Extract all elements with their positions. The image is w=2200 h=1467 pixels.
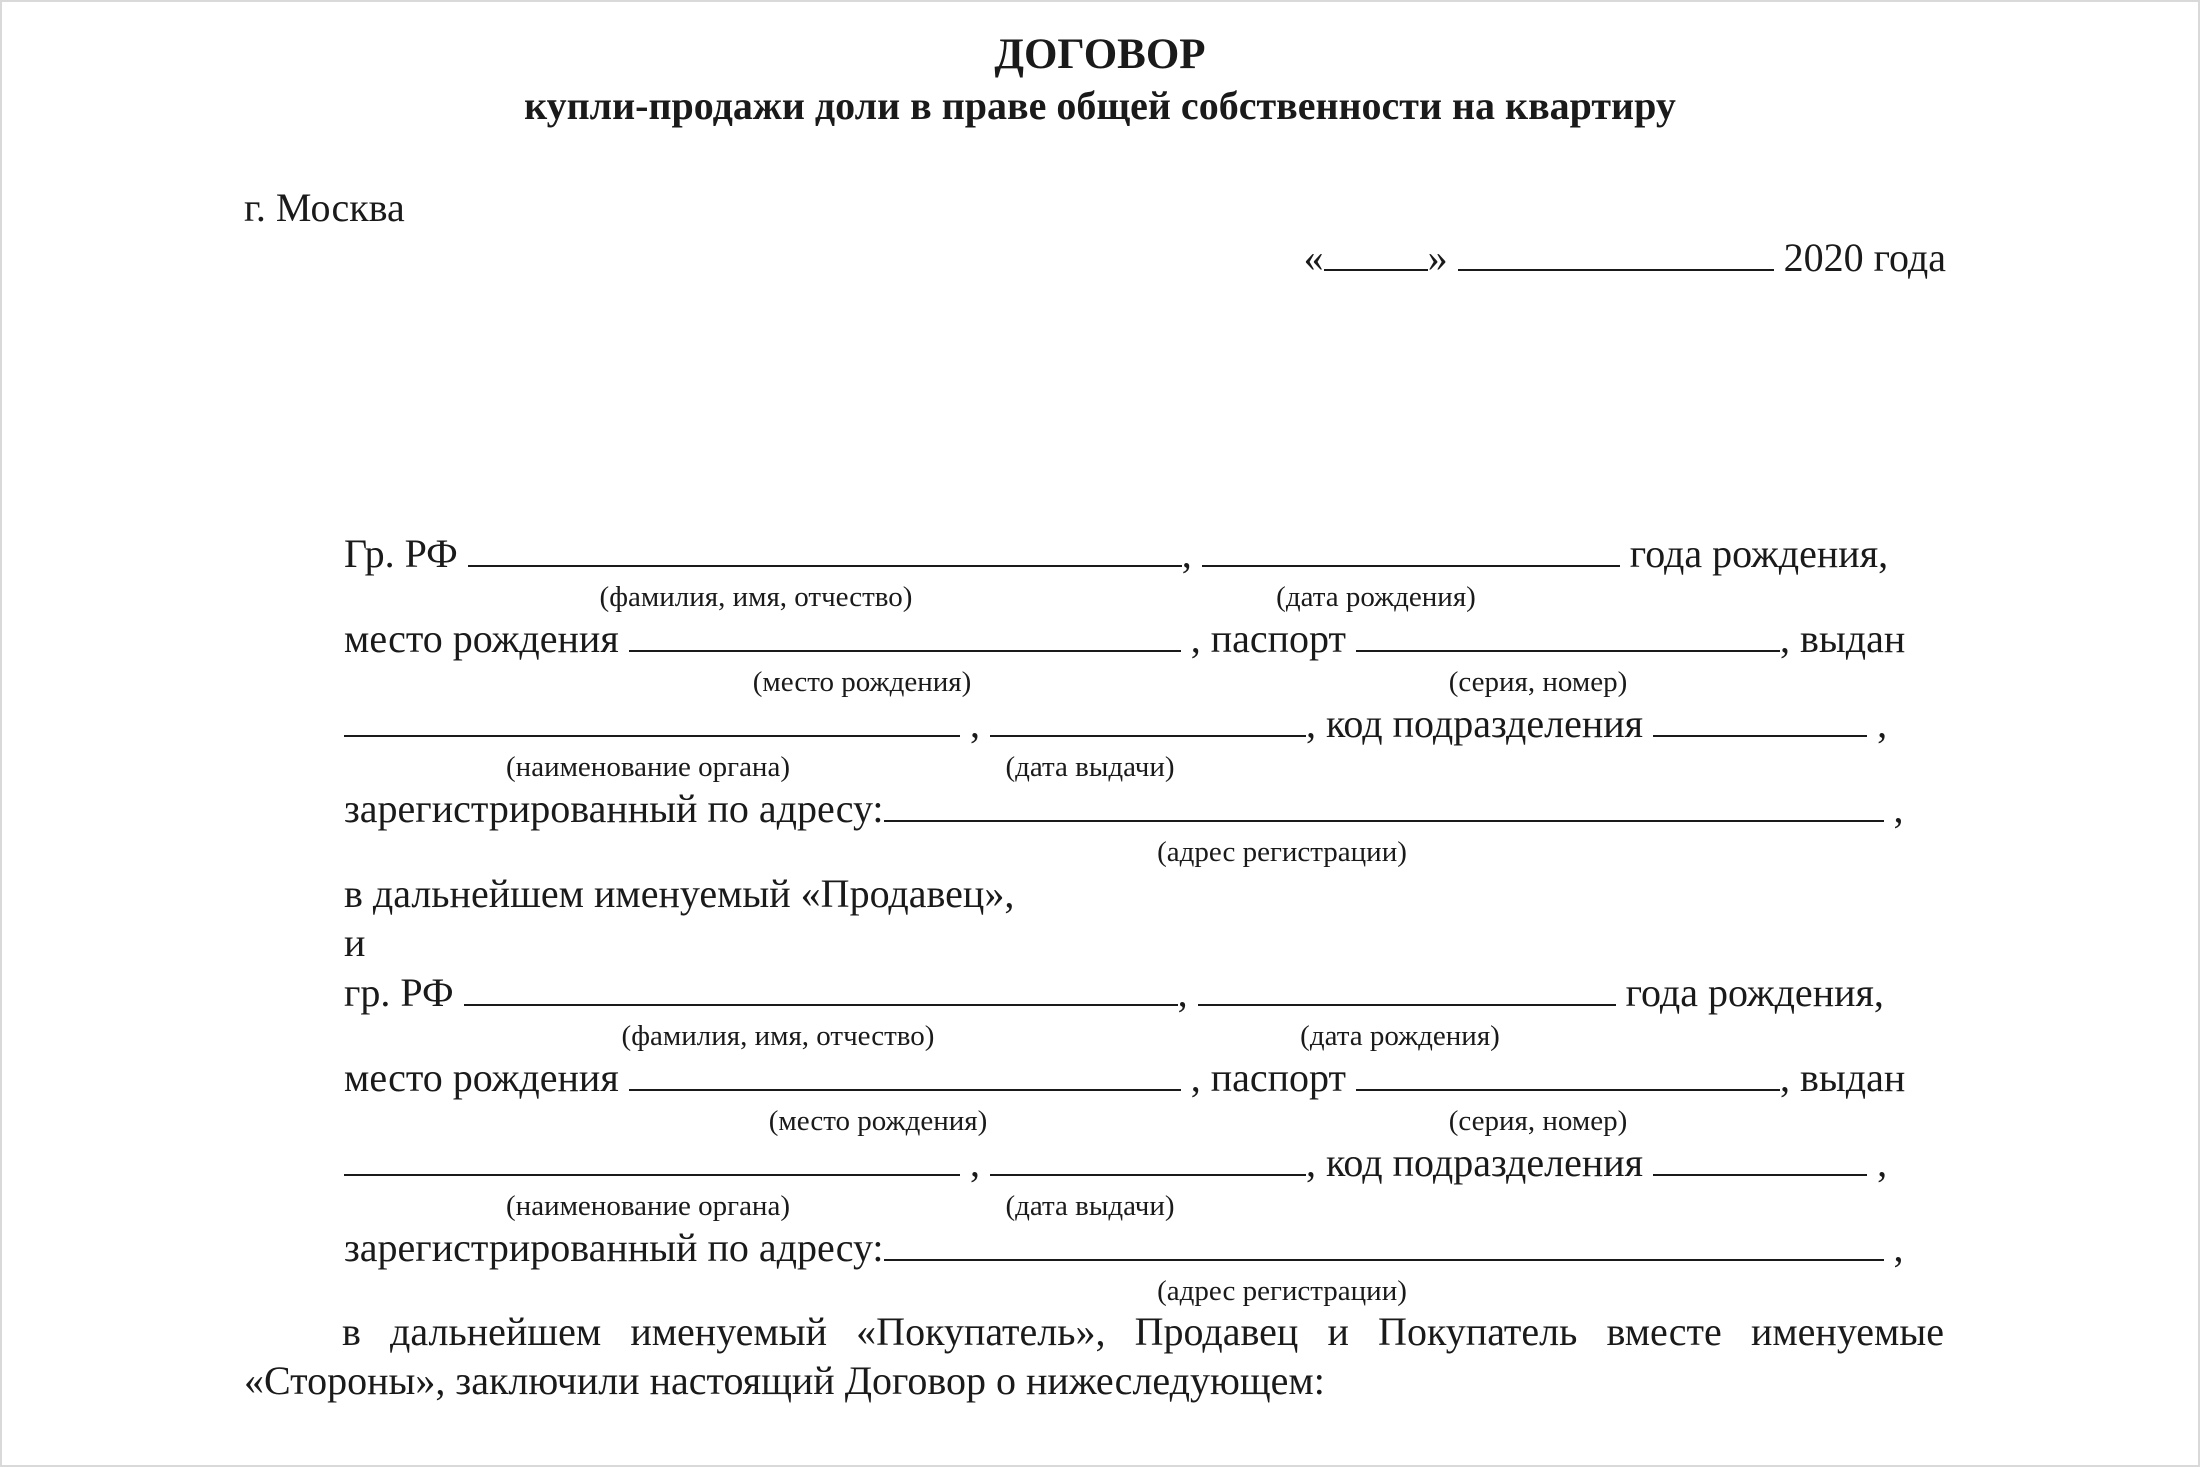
seller-birth-suffix: года рождения, — [1629, 531, 1889, 576]
buyer-comma-3: , — [1877, 1140, 1888, 1185]
buyer-gr-label: гр. РФ — [344, 970, 454, 1015]
buyer-birthplace-field[interactable] — [629, 1057, 1181, 1091]
seller-caption-issue-date: (дата выдачи) — [1005, 751, 1175, 783]
seller-birthdate-field[interactable] — [1202, 533, 1620, 567]
document-title: ДОГОВОР — [994, 31, 1206, 78]
seller-issued-label: , выдан — [1780, 616, 1906, 661]
closing-paragraph — [244, 1307, 1944, 1405]
buyer-fio-field[interactable] — [464, 972, 1178, 1006]
buyer-address-label: зарегистрированный по адресу: — [344, 1225, 884, 1270]
seller-authority-field[interactable] — [344, 703, 960, 737]
seller-line-2 — [344, 615, 1905, 663]
place-of-signing: г. Москва — [244, 185, 405, 230]
buyer-caption-authority: (наименование органа) — [506, 1190, 790, 1222]
seller-referred-as: в дальнейшем именуемый «Продавец», — [344, 871, 1015, 916]
buyer-code-label: , код подразделения — [1306, 1140, 1644, 1185]
buyer-line-1 — [344, 969, 1884, 1017]
seller-birthplace-field[interactable] — [629, 618, 1181, 652]
buyer-birthdate-field[interactable] — [1198, 972, 1616, 1006]
seller-fio-field[interactable] — [468, 533, 1182, 567]
seller-caption-birthdate: (дата рождения) — [1276, 581, 1476, 613]
date-open-quote: « — [1303, 235, 1324, 280]
buyer-line-3 — [344, 1139, 1887, 1187]
buyer-code-field[interactable] — [1653, 1142, 1867, 1176]
buyer-comma-2: , — [970, 1140, 980, 1185]
seller-gr-label: Гр. РФ — [344, 531, 458, 576]
seller-caption-fio: (фамилия, имя, отчество) — [599, 581, 913, 613]
seller-caption-series: (серия, номер) — [1448, 666, 1628, 698]
buyer-caption-series: (серия, номер) — [1448, 1105, 1628, 1137]
buyer-comma-4: , — [1893, 1225, 1904, 1270]
seller-issue-date-field[interactable] — [990, 703, 1306, 737]
seller-address-field[interactable] — [884, 788, 1884, 822]
day-field[interactable] — [1324, 237, 1428, 271]
seller-comma: , — [1181, 531, 1192, 576]
buyer-address-field[interactable] — [884, 1227, 1884, 1261]
buyer-comma: , — [1177, 970, 1188, 1015]
seller-birthplace-label: место рождения — [344, 616, 619, 661]
buyer-passport-label: , паспорт — [1190, 1055, 1347, 1100]
seller-line-3 — [344, 700, 1887, 748]
seller-passport-label: , паспорт — [1190, 616, 1347, 661]
seller-address-label: зарегистрированный по адресу: — [344, 786, 884, 831]
buyer-caption-birthdate: (дата рождения) — [1300, 1020, 1500, 1052]
contract-date-line — [1304, 234, 1946, 281]
seller-comma-4: , — [1893, 786, 1904, 831]
year-text: 2020 года — [1783, 235, 1946, 280]
buyer-birthplace-label: место рождения — [344, 1055, 619, 1100]
buyer-caption-address: (адрес регистрации) — [1157, 1275, 1407, 1307]
seller-caption-address: (адрес регистрации) — [1157, 836, 1407, 868]
seller-caption-authority: (наименование органа) — [506, 751, 790, 783]
buyer-passport-field[interactable] — [1356, 1057, 1780, 1091]
month-field[interactable] — [1458, 237, 1774, 271]
conjunction-and: и — [344, 920, 366, 965]
seller-comma-3: , — [1877, 701, 1888, 746]
seller-code-field[interactable] — [1653, 703, 1867, 737]
buyer-birth-suffix: года рождения, — [1625, 970, 1884, 1015]
seller-line-4 — [344, 785, 1904, 833]
seller-line-1 — [344, 530, 1888, 578]
seller-caption-birthplace: (место рождения) — [752, 666, 972, 698]
document-subtitle: купли-продажи доли в праве общей собственности на квартиру — [524, 83, 1676, 128]
buyer-authority-field[interactable] — [344, 1142, 960, 1176]
date-close-quote: » — [1427, 235, 1448, 280]
buyer-caption-fio: (фамилия, имя, отчество) — [621, 1020, 935, 1052]
buyer-line-4 — [344, 1224, 1904, 1272]
buyer-line-2 — [344, 1054, 1905, 1102]
buyer-issue-date-field[interactable] — [990, 1142, 1306, 1176]
buyer-issued-label: , выдан — [1780, 1055, 1906, 1100]
buyer-caption-issue-date: (дата выдачи) — [1005, 1190, 1175, 1222]
seller-code-label: , код подразделения — [1306, 701, 1644, 746]
seller-passport-field[interactable] — [1356, 618, 1780, 652]
buyer-caption-birthplace: (место рождения) — [768, 1105, 988, 1137]
seller-comma-2: , — [970, 701, 980, 746]
closing-text: в дальнейшем именуемый «Покупатель», Продавец и Покупатель вместе именуемые «Стороны», заключили настоящий Договор о нижеследующем: — [244, 1309, 1944, 1403]
